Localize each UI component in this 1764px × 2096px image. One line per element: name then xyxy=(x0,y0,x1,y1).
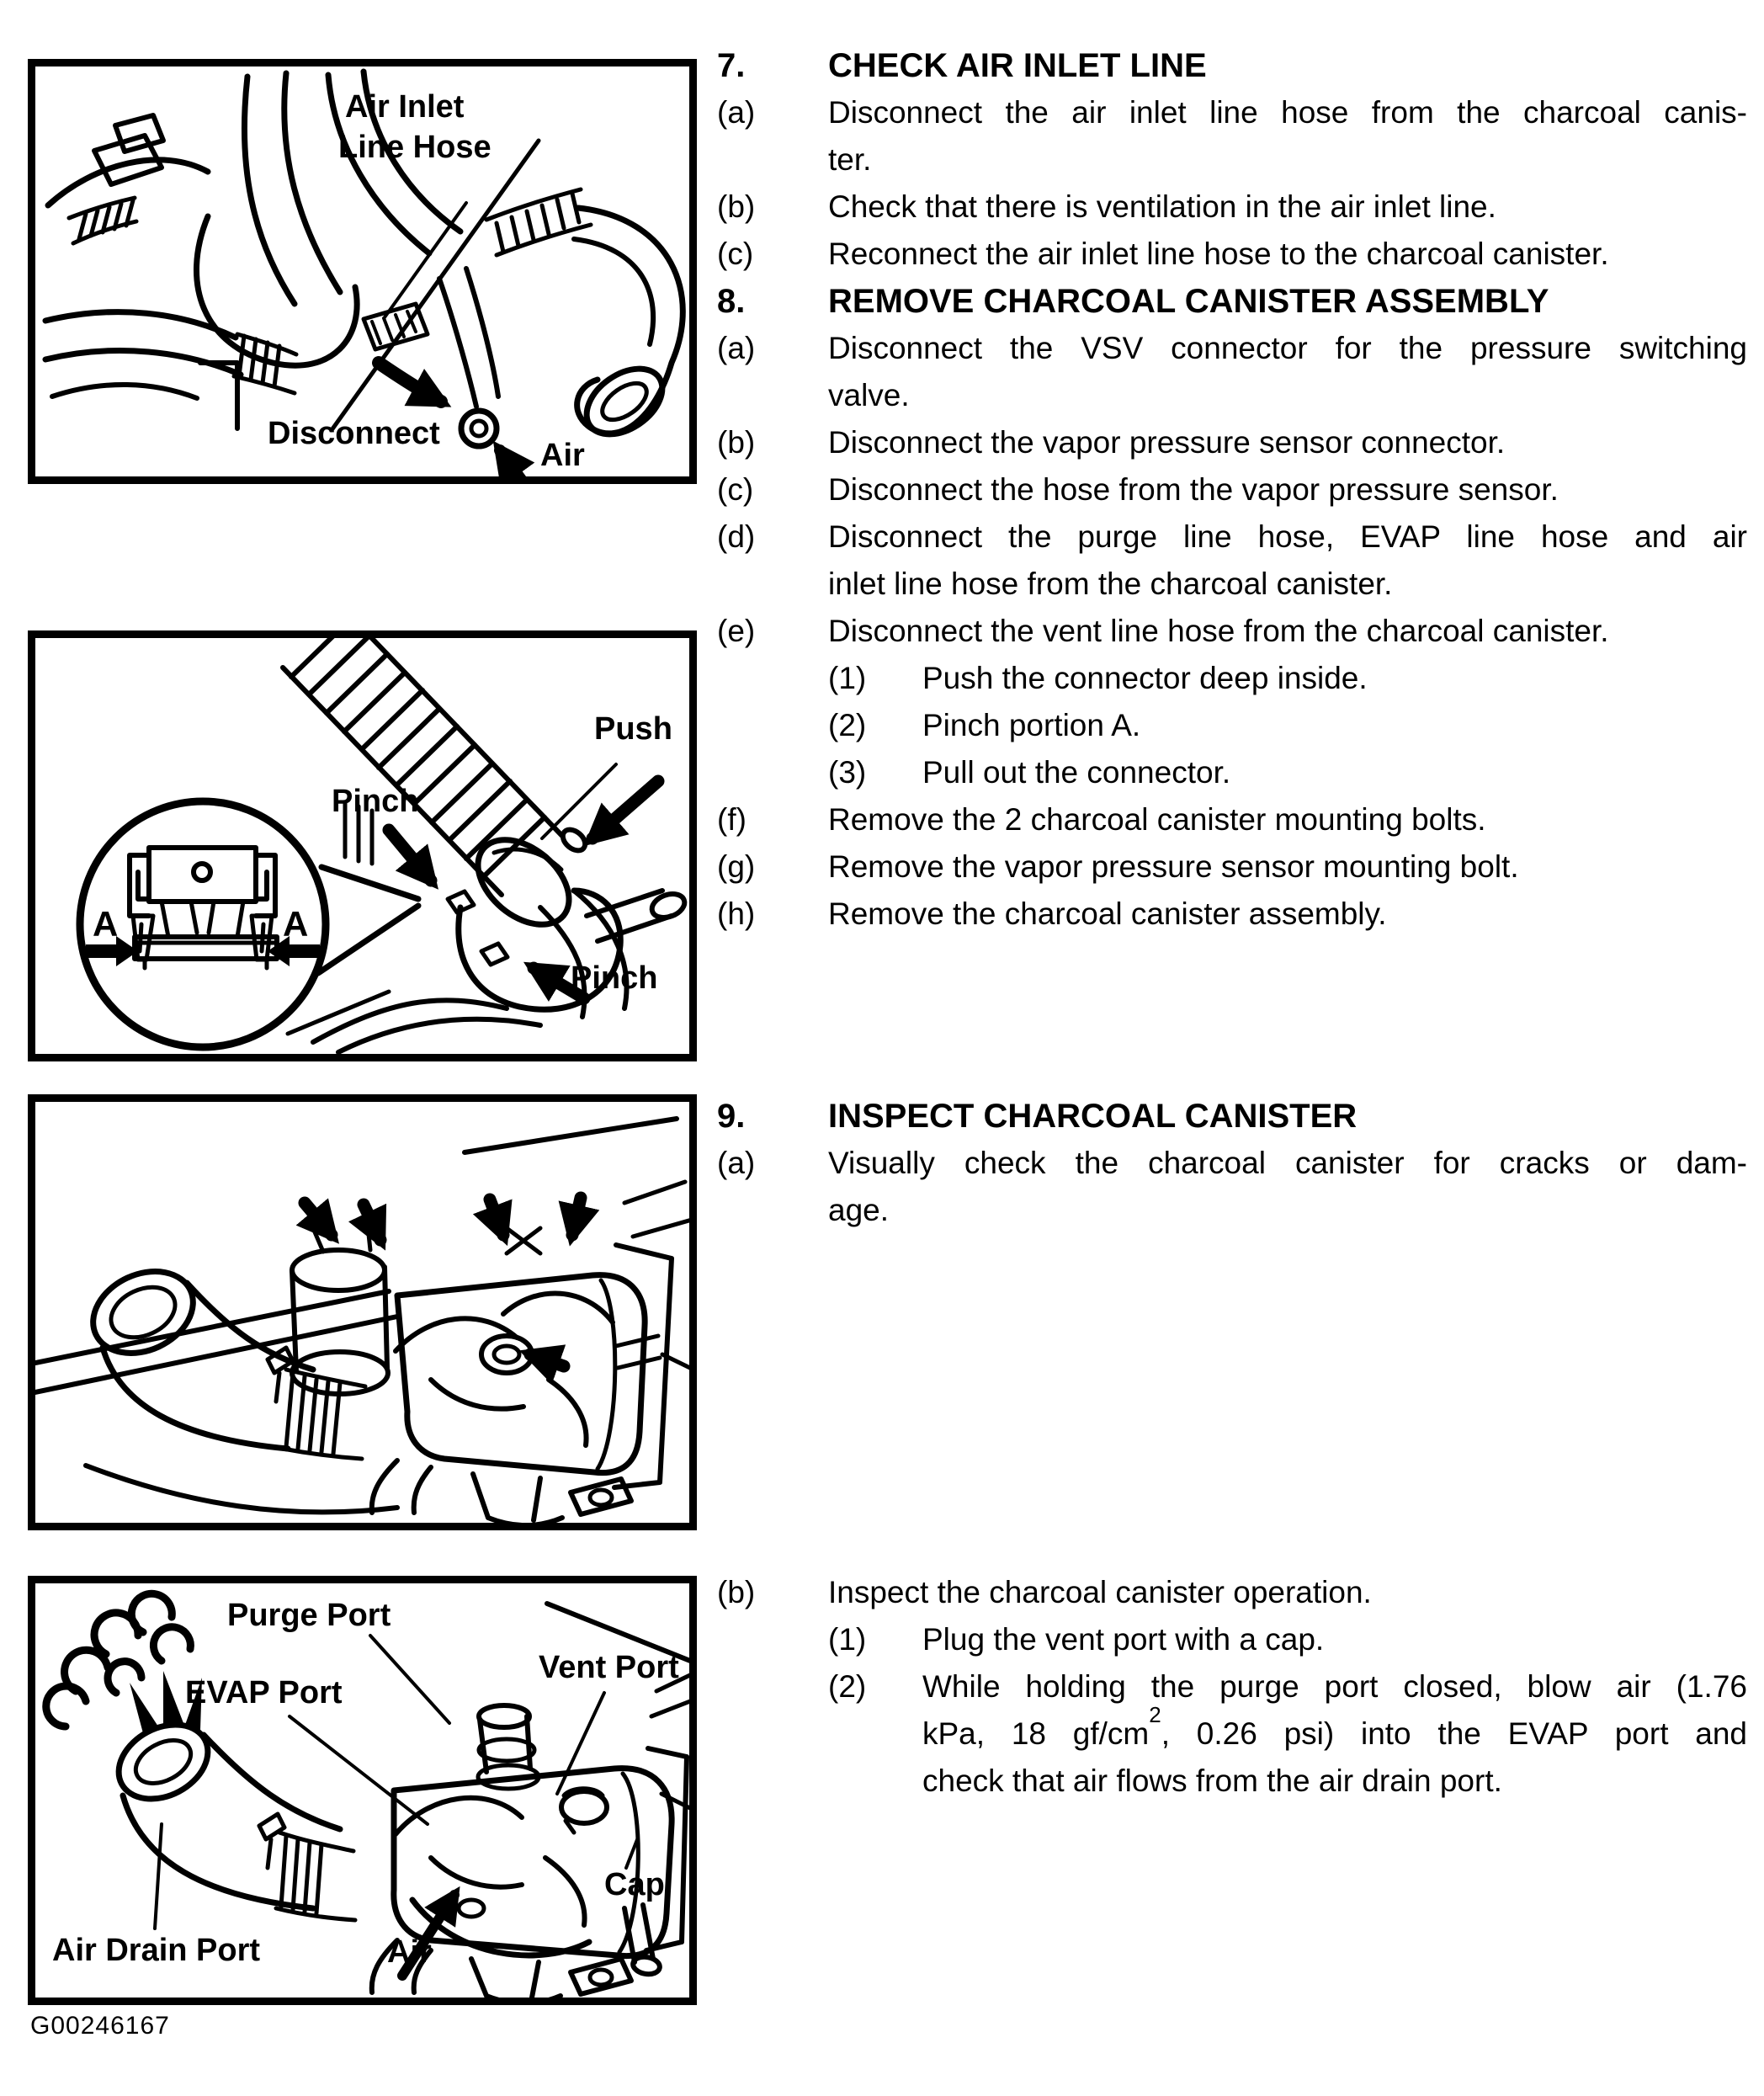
step-header xyxy=(717,1093,1747,1140)
step-item xyxy=(717,891,1747,938)
item-line: valve. xyxy=(828,378,910,412)
inset-pointer xyxy=(318,867,418,973)
step-title: INSPECT CHARCOAL CANISTER xyxy=(828,1098,1358,1135)
cap-label: Cap xyxy=(604,1867,665,1902)
subitem-text: Pinch portion A. xyxy=(922,708,1141,742)
air-flow-arrow-icon xyxy=(500,450,522,476)
inspect-arrow-3-icon xyxy=(490,1200,503,1235)
evap-port-callout xyxy=(290,1716,428,1824)
step-item xyxy=(717,513,1747,608)
vent-port-callout xyxy=(557,1693,604,1794)
item-line: Visually check the charcoal canister for cracks or dam- xyxy=(828,1146,1747,1180)
clip-upper xyxy=(448,891,474,912)
subitem-label: (2) xyxy=(828,1669,867,1704)
step-number: 8. xyxy=(717,283,746,320)
item-label: (b) xyxy=(717,1575,756,1609)
figure-code: G00246167 xyxy=(30,2012,170,2040)
pinch-bottom-label: Pinch xyxy=(571,960,658,996)
item-text: Disconnect the vapor pressure sensor connector. xyxy=(828,425,1506,460)
item-label: (a) xyxy=(717,1146,756,1180)
air-drain-port-label: Air Drain Port xyxy=(52,1933,261,1968)
figure-air-inlet-line xyxy=(28,59,697,484)
item-label: (a) xyxy=(717,95,756,130)
item-label: (g) xyxy=(717,849,756,884)
step-item xyxy=(717,89,1747,184)
item-text: Remove the vapor pressure sensor mounting bolt. xyxy=(828,849,1519,884)
air-inlet-hose-label-line2: Line Hose xyxy=(338,130,491,165)
disconnect-arrow-icon xyxy=(379,363,441,402)
item-text: Remove the 2 charcoal canister mounting bolts. xyxy=(828,802,1486,837)
item-line xyxy=(922,1701,1748,1758)
push-tab xyxy=(559,826,589,855)
air-label: Air xyxy=(540,438,585,473)
figure-inspect-canister xyxy=(28,1094,697,1530)
step-item xyxy=(717,1140,1747,1234)
step-header xyxy=(717,278,1747,325)
step-item xyxy=(717,419,1747,466)
item-text: Inspect the charcoal canister operation. xyxy=(828,1575,1372,1609)
step-subitem xyxy=(828,655,1747,702)
pinch-top-arrow-icon xyxy=(389,830,431,880)
item-line: Disconnect the purge line hose, EVAP line hose and air xyxy=(828,519,1747,554)
air-inlet-hose-label-line1: Air Inlet xyxy=(345,89,465,125)
step-item xyxy=(717,466,1747,513)
subitem-text: Pull out the connector. xyxy=(922,755,1231,790)
step-item xyxy=(717,1569,1747,1616)
item-label: (c) xyxy=(717,472,754,507)
item-text xyxy=(828,513,1747,608)
step-item xyxy=(717,843,1747,891)
step-title: REMOVE CHARCOAL CANISTER ASSEMBLY xyxy=(828,283,1549,320)
item-line: age. xyxy=(828,1193,890,1227)
disconnect-label: Disconnect xyxy=(268,416,440,451)
procedure-step-9 xyxy=(717,1093,1747,1234)
subitem-text xyxy=(922,1663,1747,1805)
subitem-label: (3) xyxy=(828,755,867,790)
inspect-arrow-4-icon xyxy=(572,1198,581,1235)
vent-port-label: Vent Port xyxy=(539,1650,679,1685)
item-line: inlet line hose from the charcoal canister. xyxy=(828,567,1393,601)
item-line-part: kPa, 18 gf/cm xyxy=(922,1716,1150,1751)
item-label: (e) xyxy=(717,614,756,648)
item-label: (b) xyxy=(717,189,756,224)
step-subitem xyxy=(828,1663,1747,1805)
figure-vent-line-connector xyxy=(28,630,697,1061)
step-item xyxy=(717,796,1747,843)
item-text: Remove the charcoal canister assembly. xyxy=(828,896,1387,931)
item-label: (c) xyxy=(717,237,754,271)
air-inlet-connector xyxy=(461,411,497,446)
evap-port-label: EVAP Port xyxy=(185,1675,343,1710)
push-arrow-icon xyxy=(592,781,658,838)
item-text xyxy=(828,1140,1747,1234)
pinch-top-label: Pinch xyxy=(332,784,419,819)
step-item xyxy=(717,325,1747,419)
item-label: (a) xyxy=(717,331,756,365)
superscript: 2 xyxy=(1149,1701,1161,1727)
step-item xyxy=(717,608,1747,655)
step-subitem xyxy=(828,1616,1747,1663)
step-number: 9. xyxy=(717,1098,746,1135)
step-title: CHECK AIR INLET LINE xyxy=(828,47,1207,84)
portion-a-left-label: A xyxy=(93,904,119,944)
item-line: ter. xyxy=(828,142,872,177)
item-label: (b) xyxy=(717,425,756,460)
item-text: Disconnect the vent line hose from the charcoal canister. xyxy=(828,614,1609,648)
step-subitem xyxy=(828,702,1747,749)
inspect-arrow-2-icon xyxy=(364,1205,380,1240)
figure-canister-ports xyxy=(28,1576,697,2005)
item-label: (f) xyxy=(717,802,747,837)
subitem-label: (2) xyxy=(828,708,867,742)
item-text: Reconnect the air inlet line hose to the charcoal canister. xyxy=(828,237,1609,271)
vent-port xyxy=(561,1791,607,1823)
purge-port-callout xyxy=(370,1636,449,1723)
item-text xyxy=(828,89,1747,184)
item-label: (h) xyxy=(717,896,756,931)
purge-port-label: Purge Port xyxy=(227,1598,391,1633)
clip-lower xyxy=(481,944,507,965)
subitem-text: Push the connector deep inside. xyxy=(922,661,1368,695)
push-label: Push xyxy=(594,711,672,747)
item-line: Disconnect the VSV connector for the pressure switching xyxy=(828,331,1747,365)
step-item xyxy=(717,231,1747,278)
subitem-label: (1) xyxy=(828,661,867,695)
procedure-steps-7-8 xyxy=(717,42,1747,938)
item-text: Disconnect the hose from the vapor pressure sensor. xyxy=(828,472,1559,507)
procedure-step-9b xyxy=(717,1569,1747,1805)
air-label: Air xyxy=(387,1934,432,1970)
step-number: 7. xyxy=(717,47,746,84)
fig3-artwork xyxy=(35,1102,689,1523)
portion-a-right-label: A xyxy=(283,904,309,944)
item-line: While holding the purge port closed, blow air (1.76 xyxy=(922,1669,1747,1704)
step-item xyxy=(717,184,1747,231)
inspect-arrow-1-icon xyxy=(305,1203,332,1235)
item-text: Check that there is ventilation in the air inlet line. xyxy=(828,189,1496,224)
step-subitem xyxy=(828,749,1747,796)
subitem-label: (1) xyxy=(828,1622,867,1657)
item-line: Disconnect the air inlet line hose from the charcoal canis- xyxy=(828,95,1747,130)
air-drain-port-callout xyxy=(155,1824,162,1928)
item-line-part: , 0.26 psi) into the EVAP port and xyxy=(1161,1716,1748,1751)
item-label: (d) xyxy=(717,519,756,554)
inspect-arrow-5-icon xyxy=(530,1354,564,1366)
item-text xyxy=(828,325,1747,419)
item-line: check that air flows from the air drain port. xyxy=(922,1764,1502,1798)
step-header xyxy=(717,42,1747,89)
subitem-text: Plug the vent port with a cap. xyxy=(922,1622,1325,1657)
